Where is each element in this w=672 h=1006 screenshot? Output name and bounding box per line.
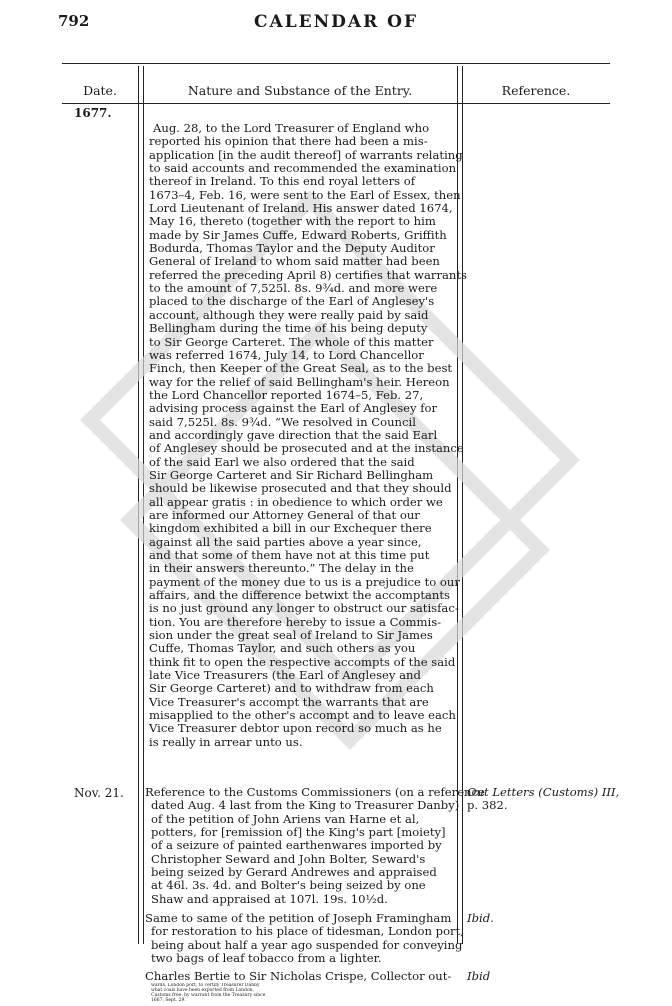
- entry-line: all appear gratis : in obedience to which order we: [149, 494, 443, 509]
- entry-line: to Sir George Carteret. The whole of this matter: [149, 334, 434, 349]
- entry-line: is really in arrear unto us.: [149, 734, 303, 749]
- reference-line: Ibid: [467, 969, 491, 983]
- entry-line: Aug. 28, to the Lord Treasurer of England who: [153, 121, 430, 135]
- entry-line: the Lord Chancellor reported 1674–5, Feb. 27,: [149, 387, 424, 402]
- entry-line: payment of the money due to us is a prejudice to our: [149, 574, 460, 589]
- entry-line: thereof in Ireland. To this end royal letters of: [149, 174, 416, 189]
- entry-line: potters, for [remission of] the King's part [moiety]: [151, 825, 446, 840]
- entry-text: [149, 121, 467, 749]
- entry-line: against all the said parties above a year since,: [149, 534, 422, 549]
- entry-line: is no just ground any longer to obstruct our satisfac-: [149, 601, 459, 616]
- entry-line: Christopher Seward and John Bolter, Seward's: [151, 851, 426, 866]
- entry-line: late Vice Treasurers (the Earl of Anglesey and: [149, 668, 421, 683]
- entry-line: of the said Earl we also ordered that the said: [149, 454, 415, 469]
- entry-line: Reference to the Customs Commissioners (on a reference: [145, 785, 485, 799]
- entry-line: Lord Lieutenant of Ireland. His answer dated 1674,: [149, 201, 453, 216]
- column-header-entry: Nature and Substance of the Entry.: [187, 83, 413, 98]
- entry-line: Charles Bertie to Sir Nicholas Crispe, Collector out-: [145, 969, 452, 983]
- column-divider: [143, 66, 144, 944]
- entry-line: Sir George Carteret) and to withdraw from each: [149, 681, 434, 696]
- entry-line: May 16, thereto (together with the report to him: [149, 214, 436, 229]
- entry-line: Vice Treasurer's accompt the warrants that are: [149, 694, 429, 709]
- entry-line: was referred 1674, July 14, to Lord Chancellor: [149, 347, 424, 362]
- entry-line: sion under the great seal of Ireland to Sir James: [149, 628, 433, 643]
- entry-line: placed to the discharge of the Earl of Anglesey's: [149, 294, 435, 309]
- entry-line: wards, London port, to certify Treasurer Danby: [151, 983, 260, 988]
- entry-line: Sir George Carteret and Sir Richard Bellingham: [149, 467, 434, 482]
- entry-line: are informed our Attorney General of that our: [149, 507, 420, 522]
- entry-line: 1673–4, Feb. 16, were sent to the Earl of Essex, then: [149, 187, 461, 202]
- year-label: 1677.: [74, 106, 112, 120]
- column-header-reference: Reference.: [501, 83, 571, 98]
- entry-line: application [in the audit thereof] of warrants relating: [149, 147, 463, 162]
- entry-line: dated Aug. 4 last from the King to Treasurer Danby): [151, 798, 460, 813]
- entry-line: being seized by Gerard Andrewes and appraised: [151, 865, 437, 880]
- entry-line: Customs free, by warrant from the Treasury since: [151, 993, 266, 998]
- entry-line: think fit to open the respective accompts of the said: [149, 654, 456, 669]
- entry-line: in their answers thereunto.” The delay in the: [149, 561, 414, 576]
- entry-line: Same to same of the petition of Joseph Framingham: [145, 911, 452, 925]
- entry-line: reported his opinion that there had been a mis-: [149, 134, 428, 149]
- entry-line: of the petition of John Ariens van Harne et al,: [151, 811, 420, 826]
- entry-line: Cuffe, Thomas Taylor, and such others as you: [149, 641, 416, 656]
- entry-line: of a seizure of painted earthenwares imported by: [151, 838, 442, 853]
- entry-line: referred the preceding April 8) certifies that warrants: [149, 267, 467, 282]
- entry-line: for restoration to his place of tidesman, London port,: [151, 924, 464, 939]
- entry-text: [145, 970, 455, 983]
- entry-line: Finch, then Keeper of the Great Seal, as to the best: [149, 361, 453, 376]
- reference-line: Out Letters (Customs) III,: [467, 785, 620, 799]
- entry-line: General of Ireland to whom said matter had been: [149, 254, 440, 269]
- entry-line: Bellingham during the time of his being deputy: [149, 321, 428, 336]
- entry-reference: [467, 786, 619, 813]
- entry-line: way for the relief of said Bellingham's heir. Hereon: [149, 374, 450, 389]
- reference-line: p. 382.: [467, 798, 508, 813]
- entry-line: being about half a year ago suspended for conveying: [151, 937, 463, 952]
- entry-text: [145, 785, 485, 906]
- entry-line: misapplied to the other's accompt and to leave each: [149, 708, 456, 723]
- entry-line: tion. You are therefore hereby to issue a Commis-: [149, 614, 442, 629]
- entry-line: Bodurda, Thomas Taylor and the Deputy Auditor: [149, 241, 435, 256]
- entry-line: made by Sir James Cuffe, Edward Roberts, Griffith: [149, 227, 447, 242]
- entry-line: and that some of them have not at this time put: [149, 548, 430, 562]
- entry-line: advising process against the Earl of Anglesey for: [149, 401, 438, 416]
- entry-line: Shaw and appraised at 107l. 19s. 10½d.: [151, 891, 388, 906]
- entry-line: kingdom exhibited a bill in our Exchequer there: [149, 521, 432, 536]
- entry-line: at 46l. 3s. 4d. and Bolter's being seized by one: [151, 878, 426, 893]
- page-title: CALENDAR OF: [253, 12, 419, 32]
- entry-line: and accordingly gave direction that the said Earl: [149, 427, 438, 442]
- entry-reference: [467, 970, 490, 983]
- column-divider: [138, 66, 139, 944]
- page-number: 792: [58, 12, 90, 30]
- entry-line: Vice Treasurer debtor upon record so much as he: [149, 721, 442, 736]
- entry-line: to said accounts and recommended the examination: [149, 161, 457, 176]
- entry-line: account, although they were really paid by said: [149, 307, 429, 322]
- entry-continuation: [151, 983, 455, 1003]
- entry-line: two bags of leaf tobacco from a lighter.: [151, 951, 382, 966]
- entry-line: said 7,525l. 8s. 9¾d. “We resolved in Council: [149, 414, 416, 429]
- entry-line: affairs, and the difference betwixt the accomptants: [149, 588, 450, 603]
- entry-reference: [467, 912, 494, 925]
- entry-line: of Anglesey should be prosecuted and at the instance: [149, 441, 464, 456]
- entry-date: Nov. 21.: [74, 786, 124, 800]
- entry-line: what coals have been exported from London,: [151, 988, 254, 993]
- column-divider: [462, 66, 463, 944]
- reference-line: Ibid.: [467, 911, 494, 925]
- table-top-rule: [62, 63, 610, 64]
- entry-line: should be likewise prosecuted and that they should: [149, 481, 452, 496]
- entry-line: 1667, Sept. 29.: [151, 998, 186, 1003]
- column-header-date: Date.: [83, 83, 117, 98]
- entry-text: [145, 911, 464, 966]
- entry-line: to the amount of 7,525l. 8s. 9¾d. and more were: [149, 281, 438, 296]
- table-header-rule: [62, 103, 610, 104]
